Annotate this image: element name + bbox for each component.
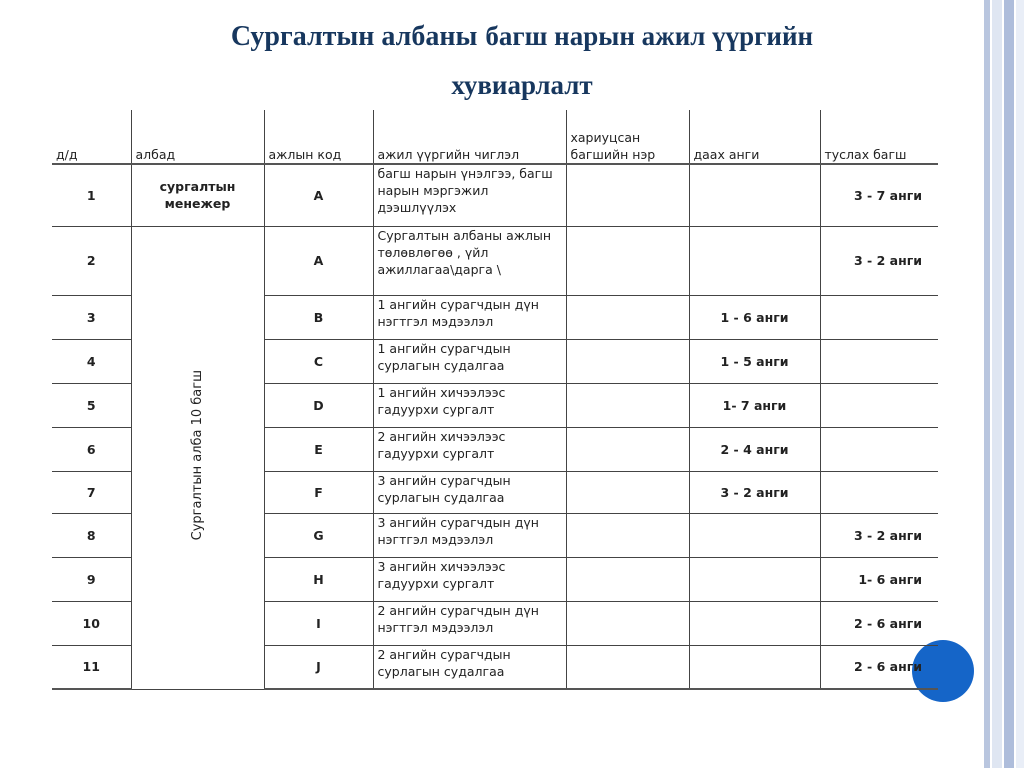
- teacher-cell: [566, 339, 689, 383]
- assistant-cell: [820, 471, 938, 513]
- class-cell: 3 - 2 анги: [689, 471, 820, 513]
- teacher-cell: [566, 513, 689, 557]
- work-cell: Сургалтын албаны ажлын төлөвлөгөө , үйл ажиллагаа\дарга \: [373, 226, 566, 295]
- code-cell: C: [264, 339, 373, 383]
- class-cell: 1 - 6 анги: [689, 295, 820, 339]
- row-number: 4: [52, 339, 131, 383]
- teacher-cell: [566, 645, 689, 689]
- work-cell: 3 ангийн хичээлээс гадуурхи сургалт: [373, 557, 566, 601]
- table-header-row: [52, 110, 938, 164]
- code-cell: J: [264, 645, 373, 689]
- assistant-cell: [820, 383, 938, 427]
- row-number: 7: [52, 471, 131, 513]
- stripe: [1004, 0, 1014, 768]
- teacher-cell: [566, 295, 689, 339]
- class-cell: [689, 601, 820, 645]
- class-cell: 2 - 4 анги: [689, 427, 820, 471]
- stripe: [984, 0, 990, 768]
- table-row: [52, 226, 938, 295]
- row-number: 1: [52, 164, 131, 226]
- teacher-cell: [566, 601, 689, 645]
- slide-title: [60, 14, 984, 112]
- row-number: 6: [52, 427, 131, 471]
- teacher-cell: [566, 383, 689, 427]
- assistant-cell: 2 - 6 анги: [820, 601, 938, 645]
- code-cell: E: [264, 427, 373, 471]
- assistant-cell: 2 - 6 анги: [820, 645, 938, 689]
- class-cell: [689, 226, 820, 295]
- class-cell: 1- 7 анги: [689, 383, 820, 427]
- assistant-cell: [820, 339, 938, 383]
- teacher-cell: [566, 557, 689, 601]
- assistant-cell: [820, 295, 938, 339]
- header-cell: туслах багш: [820, 110, 938, 164]
- code-cell: A: [264, 164, 373, 226]
- unit-cell: сургалтын менежер: [131, 164, 264, 226]
- row-number: 10: [52, 601, 131, 645]
- teacher-cell: [566, 226, 689, 295]
- work-cell: 1 ангийн сурагчдын сурлагын судалгаа: [373, 339, 566, 383]
- work-cell: 1 ангийн сурагчдын дүн нэгтгэл мэдээлэл: [373, 295, 566, 339]
- row-number: 3: [52, 295, 131, 339]
- stripe: [1016, 0, 1024, 768]
- work-cell: 2 ангийн хичээлээс гадуурхи сургалт: [373, 427, 566, 471]
- assistant-cell: [820, 427, 938, 471]
- work-cell: 3 ангийн сурагчдын дүн нэгтгэл мэдээлэл: [373, 513, 566, 557]
- header-cell: ажил үүргийн чиглэл: [373, 110, 566, 164]
- class-cell: [689, 557, 820, 601]
- work-cell: 1 ангийн хичээлээс гадуурхи сургалт: [373, 383, 566, 427]
- work-cell: багш нарын үнэлгээ, багш нарын мэргэжил дээшлүүлэх: [373, 164, 566, 226]
- header-cell: даах анги: [689, 110, 820, 164]
- code-cell: D: [264, 383, 373, 427]
- header-cell: д/д: [52, 110, 131, 164]
- stripe: [992, 0, 1002, 768]
- row-number: 9: [52, 557, 131, 601]
- row-number: 11: [52, 645, 131, 689]
- merged-unit-cell: [131, 226, 264, 689]
- code-cell: F: [264, 471, 373, 513]
- row-number: 2: [52, 226, 131, 295]
- class-cell: [689, 513, 820, 557]
- header-cell: хариуцсан багшийн нэр: [566, 110, 689, 164]
- header-cell: албад: [131, 110, 264, 164]
- code-cell: H: [264, 557, 373, 601]
- assignment-table: [52, 110, 938, 690]
- title-line2: хувиарлалт: [451, 70, 593, 100]
- table-row: [52, 164, 938, 226]
- merged-unit-label: Сургалтын алба 10 багш: [190, 370, 205, 541]
- work-cell: 2 ангийн сурагчдын дүн нэгтгэл мэдээлэл: [373, 601, 566, 645]
- row-number: 8: [52, 513, 131, 557]
- assistant-cell: 3 - 2 анги: [820, 513, 938, 557]
- teacher-cell: [566, 471, 689, 513]
- assistant-cell: 1- 6 анги: [820, 557, 938, 601]
- code-cell: I: [264, 601, 373, 645]
- teacher-cell: [566, 427, 689, 471]
- work-cell: 2 ангийн сурагчдын сурлагын судалгаа: [373, 645, 566, 689]
- assistant-cell: 3 - 7 анги: [820, 164, 938, 226]
- teacher-cell: [566, 164, 689, 226]
- decorative-stripes: [980, 0, 1024, 768]
- work-cell: 3 ангийн сурагчдын сурлагын судалгаа: [373, 471, 566, 513]
- row-number: 5: [52, 383, 131, 427]
- class-cell: [689, 645, 820, 689]
- assistant-cell: 3 - 2 анги: [820, 226, 938, 295]
- class-cell: [689, 164, 820, 226]
- class-cell: 1 - 5 анги: [689, 339, 820, 383]
- code-cell: A: [264, 226, 373, 295]
- code-cell: G: [264, 513, 373, 557]
- title-rest: багш нарын ажил үүргийн: [485, 21, 814, 51]
- code-cell: B: [264, 295, 373, 339]
- title-first: Сургалтын албаны: [230, 21, 478, 52]
- header-cell: ажлын код: [264, 110, 373, 164]
